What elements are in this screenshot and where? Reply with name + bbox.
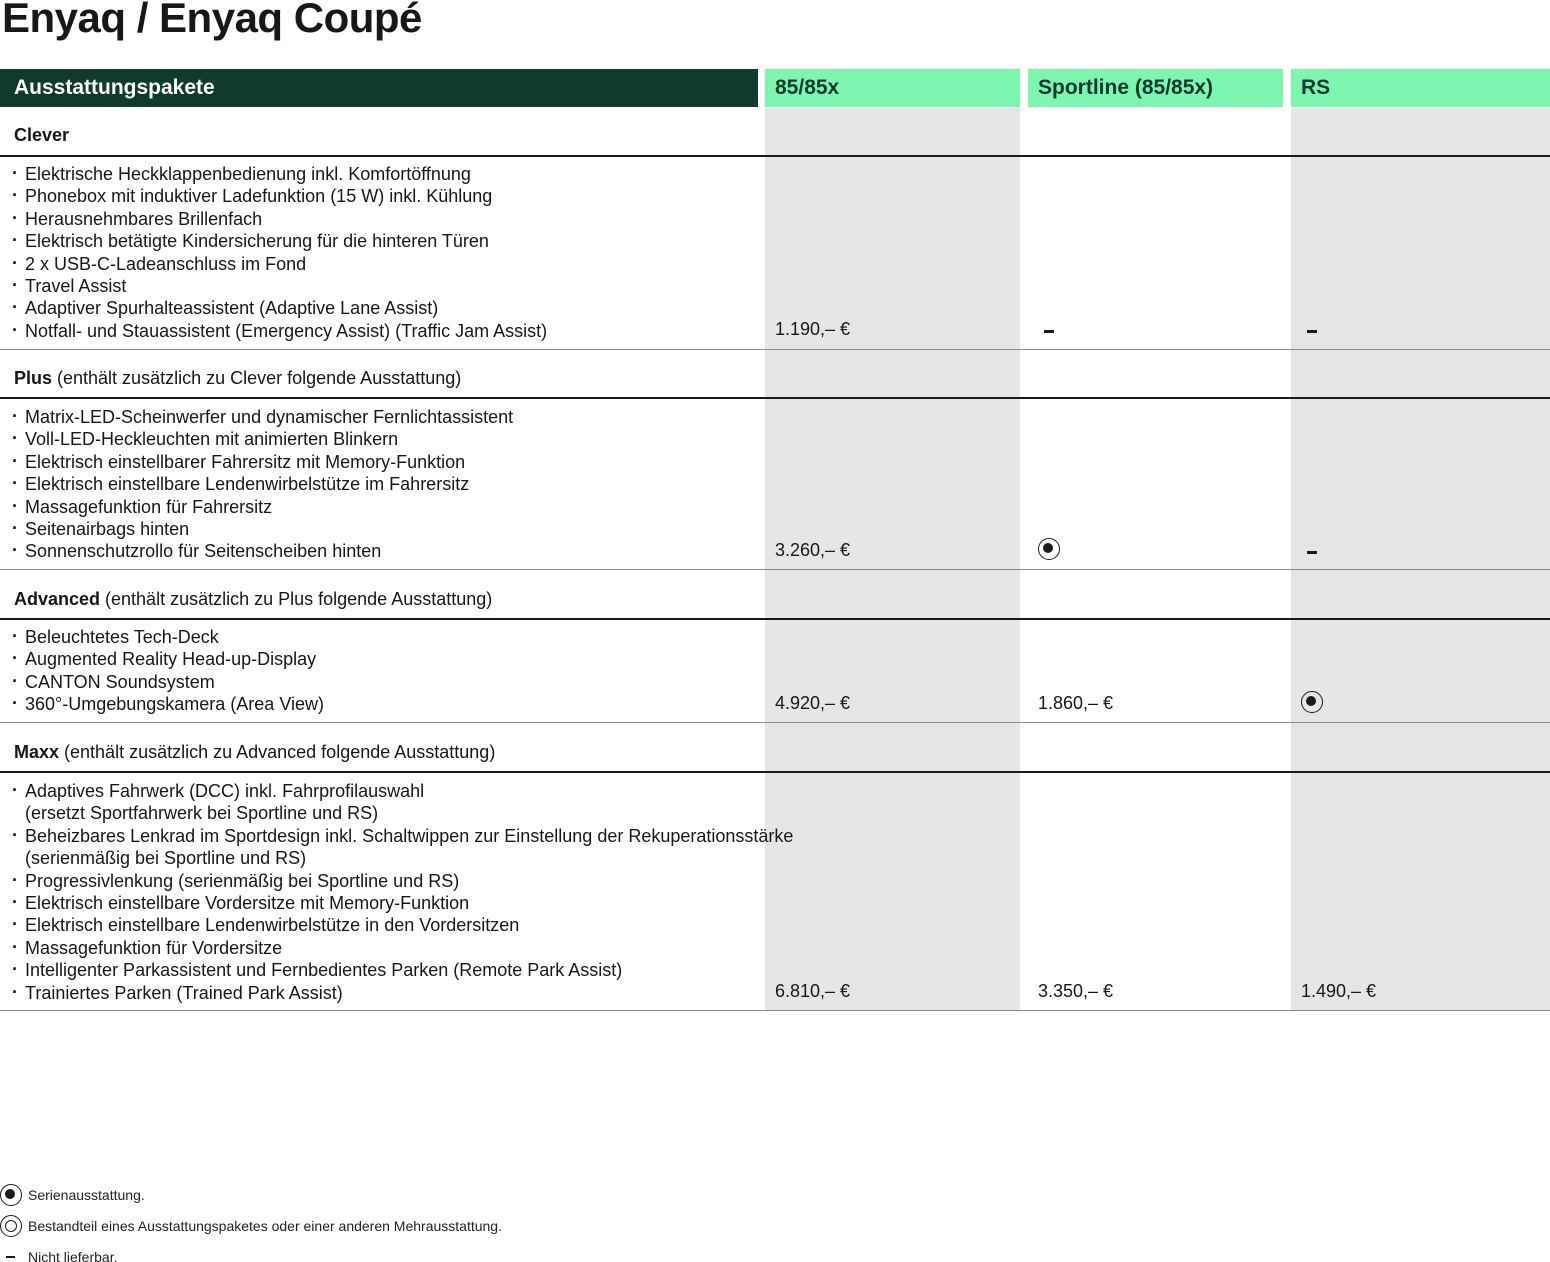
legend-not-available: Nicht lieferbar. [0, 1245, 117, 1262]
list-item: · Adaptiver Spurhalteassistent (Adaptive Lane Assist) [12, 297, 547, 319]
price-maxx-rs: 1.490,– € [1301, 981, 1377, 1001]
not-available-icon [1307, 551, 1317, 554]
legend-package: Bestandteil eines Ausstattungspaketes oder einer anderen Mehrausstattung. [0, 1214, 502, 1238]
list-item: · Voll-LED-Heckleuchten mit animierten Blinkern [12, 428, 513, 450]
package-equipment-icon [0, 1215, 22, 1237]
divider [0, 155, 1550, 157]
list-item: · Notfall- und Stauassistent (Emergency Assist) (Traffic Jam Assist) [12, 320, 547, 342]
list-item: · Elektrisch betätigte Kindersicherung für die hinteren Türen [12, 230, 547, 252]
header-col-sportline: Sportline (85/85x) [1028, 69, 1283, 107]
list-item: · Progressivlenkung (serienmäßig bei Sportline und RS) [12, 870, 793, 892]
price-advanced-sportline: 1.860,– € [1038, 693, 1114, 713]
list-item: (serienmäßig bei Sportline und RS) [25, 848, 307, 869]
list-item: · Beleuchtetes Tech-Deck [12, 626, 324, 648]
header-col-rs: RS [1291, 69, 1550, 107]
price-maxx-85: 6.810,– € [775, 981, 851, 1001]
standard-equipment-icon [1038, 538, 1060, 560]
list-item: · Trainiertes Parken (Trained Park Assist) [12, 982, 793, 1004]
price-clever-85: 1.190,– € [775, 319, 851, 339]
list-item: · Sonnenschutzrollo für Seitenscheiben hinten [12, 540, 513, 562]
list-item: · 360°-Umgebungskamera (Area View) [12, 693, 324, 715]
feature-list-plus [12, 406, 513, 563]
price-plus-85: 3.260,– € [775, 540, 851, 560]
section-title-advanced: Advanced (enthält zusätzlich zu Plus folgende Ausstattung) [14, 589, 493, 609]
list-item: · Phonebox mit induktiver Ladefunktion (15 W) inkl. Kühlung [12, 185, 547, 207]
header-col-85: 85/85x [765, 69, 1020, 107]
list-item: · Travel Assist [12, 275, 547, 297]
price-maxx-sportline: 3.350,– € [1038, 981, 1114, 1001]
feature-list-maxx [12, 780, 793, 1004]
list-item: · Elektrisch einstellbare Lendenwirbelstütze in den Vordersitzen [12, 914, 793, 936]
divider [0, 1010, 1550, 1011]
standard-equipment-icon [0, 1184, 22, 1206]
list-item: (ersetzt Sportfahrwerk bei Sportline und RS) [25, 803, 379, 824]
legend-standard: Serienausstattung. [0, 1183, 145, 1207]
list-item: · Beheizbares Lenkrad im Sportdesign inkl. Schaltwippen zur Einstellung der Rekuperationsstärke [12, 825, 793, 847]
header-ausstattungspakete: Ausstattungspakete [0, 69, 758, 107]
list-item: · 2 x USB-C-Ladeanschluss im Fond [12, 253, 547, 275]
divider [0, 349, 1550, 350]
list-item: · Intelligenter Parkassistent und Fernbedientes Parken (Remote Park Assist) [12, 959, 793, 981]
feature-list-clever [12, 163, 547, 342]
list-item: · Matrix-LED-Scheinwerfer und dynamischer Fernlichtassistent [12, 406, 513, 428]
list-item: · Elektrisch einstellbare Vordersitze mit Memory-Funktion [12, 892, 793, 914]
list-item: · Elektrisch einstellbare Lendenwirbelstütze im Fahrersitz [12, 473, 513, 495]
not-available-icon [1307, 330, 1317, 333]
divider [0, 618, 1550, 620]
divider [0, 771, 1550, 773]
list-item: · Massagefunktion für Fahrersitz [12, 496, 513, 518]
standard-equipment-icon [1301, 691, 1323, 713]
section-title-plus: Plus (enthält zusätzlich zu Clever folgende Ausstattung) [14, 368, 462, 388]
section-title-maxx: Maxx (enthält zusätzlich zu Advanced folgende Ausstattung) [14, 742, 496, 762]
list-item: · Augmented Reality Head-up-Display [12, 648, 324, 670]
list-item: · Massagefunktion für Vordersitze [12, 937, 793, 959]
list-item: · Herausnehmbares Brillenfach [12, 208, 547, 230]
divider [0, 397, 1550, 399]
list-item: · Seitenairbags hinten [12, 518, 513, 540]
feature-list-advanced [12, 626, 324, 716]
not-available-icon [6, 1256, 15, 1258]
section-title-clever: Clever [14, 125, 70, 145]
not-available-icon [1044, 330, 1054, 333]
divider [0, 569, 1550, 570]
list-item: · Adaptives Fahrwerk (DCC) inkl. Fahrprofilauswahl [12, 780, 793, 802]
column-bg-rs [1291, 108, 1550, 1011]
list-item: · Elektrische Heckklappenbedienung inkl. Komfortöffnung [12, 163, 547, 185]
price-advanced-85: 4.920,– € [775, 693, 851, 713]
divider [0, 722, 1550, 723]
list-item: · Elektrisch einstellbarer Fahrersitz mit Memory-Funktion [12, 451, 513, 473]
page-title: Enyaq / Enyaq Coupé [2, 0, 422, 41]
list-item: · CANTON Soundsystem [12, 671, 324, 693]
